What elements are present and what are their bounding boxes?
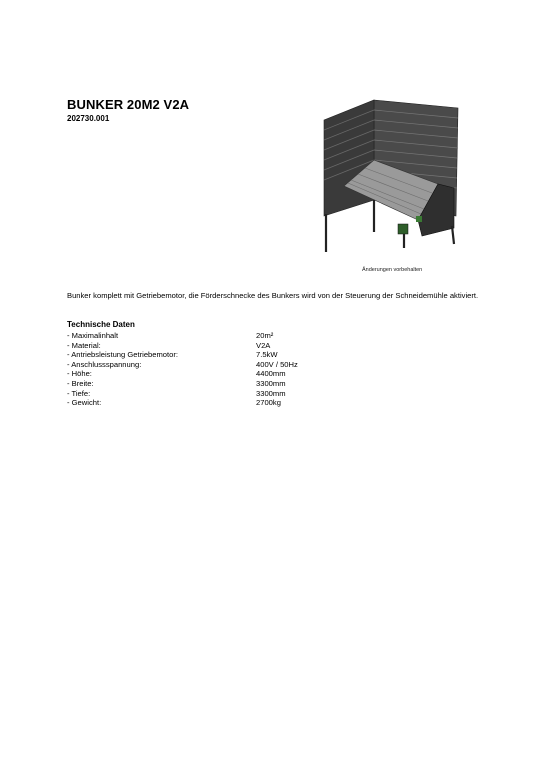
bunker-illustration (318, 96, 468, 256)
spec-value: 3300mm (256, 388, 286, 398)
spec-value: 2700kg (256, 398, 281, 408)
spec-label: - Tiefe: (67, 388, 91, 398)
spec-value: 7.5kW (256, 350, 278, 360)
spec-value: V2A (256, 340, 271, 350)
spec-label: - Gewicht: (67, 398, 102, 408)
article-number: 202730.001 (67, 114, 110, 123)
product-title: BUNKER 20M2 V2A (67, 97, 190, 112)
specs-heading: Technische Daten (67, 320, 135, 329)
spec-label: - Antriebsleistung Getriebemotor: (67, 350, 179, 360)
spec-label: - Höhe: (67, 369, 92, 379)
spec-label: - Anschlussspannung: (67, 359, 142, 369)
spec-label: - Material: (67, 340, 101, 350)
figure-caption: Änderungen vorbehalten (362, 267, 423, 273)
spec-value: 3300mm (256, 378, 286, 388)
spec-label: - Maximalinhalt (67, 331, 119, 340)
spec-label: - Breite: (67, 378, 94, 388)
spec-value: 20m² (256, 331, 274, 340)
spec-value: 4400mm (256, 369, 286, 379)
product-description: Bunker komplett mit Getriebemotor, die Förderschnecke des Bunkers wird von der Steuerung der Schneidemühle aktiviert. (67, 291, 479, 300)
spec-value: 400V / 50Hz (256, 359, 298, 369)
